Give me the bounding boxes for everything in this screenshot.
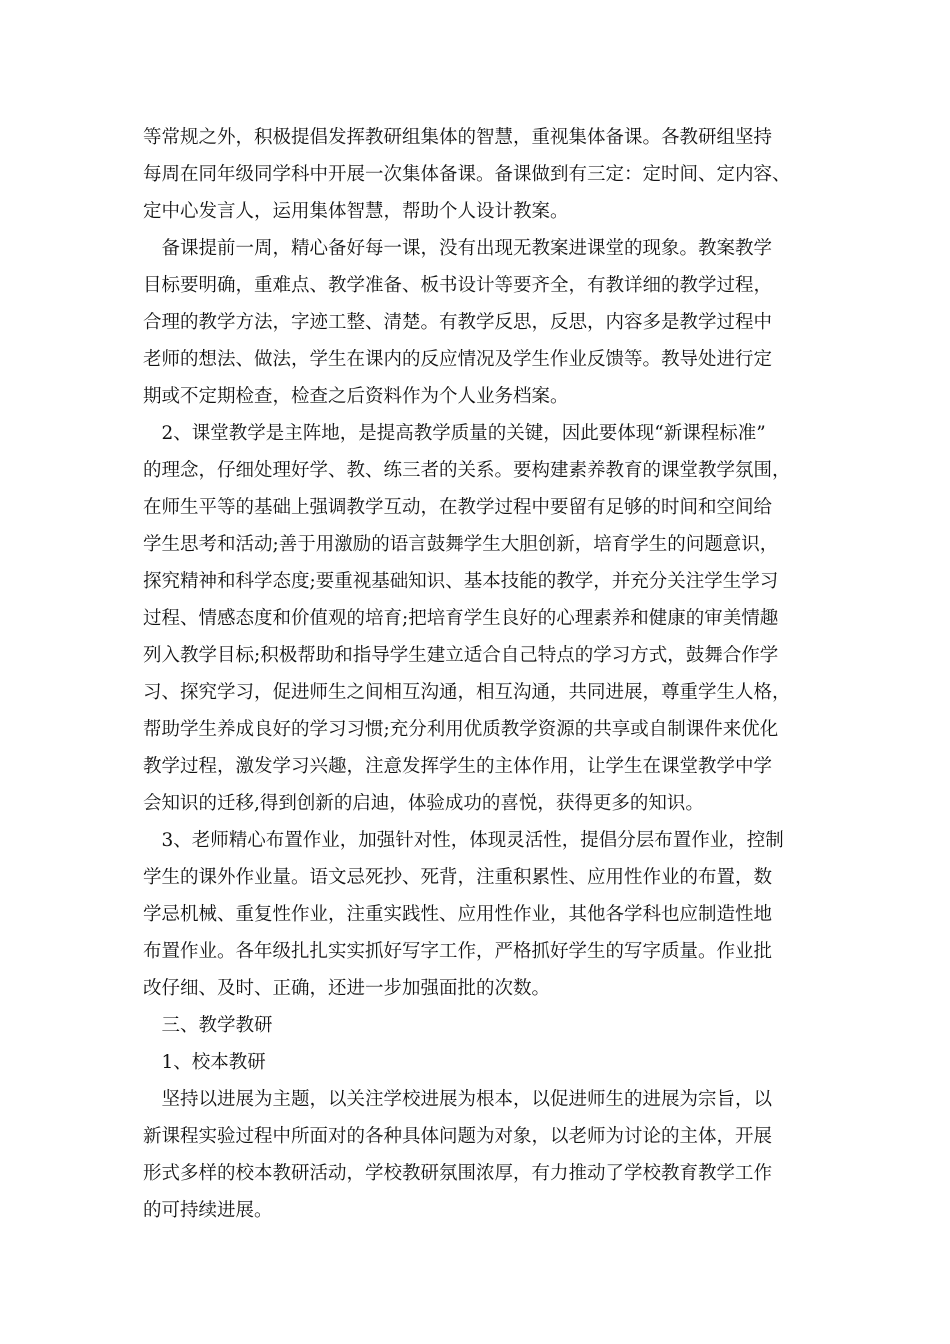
text-line: 定中心发言人，运用集体智慧，帮助个人设计教案。: [143, 201, 569, 222]
text-line: 形式多样的校本教研活动，学校教研氛围浓厚，有力推动了学校教育教学工作: [143, 1163, 773, 1184]
text-line: 列入教学目标;积极帮助和指导学生建立适合自己特点的学习方式，鼓舞合作学: [143, 645, 779, 666]
text-line: 学生的课外作业量。语文忌死抄、死背，注重积累性、应用性作业的布置，数: [143, 867, 773, 888]
text-line: 过程、情感态度和价值观的培育;把培育学生良好的心理素养和健康的审美情趣: [143, 608, 779, 629]
text-line: 三、教学教研: [143, 1015, 273, 1036]
text-line: 帮助学生养成良好的学习习惯;充分利用优质教学资源的共享或自制课件来优化: [143, 719, 779, 740]
text-line: 布置作业。各年级扎扎实实抓好写字工作，严格抓好学生的写字质量。作业批: [143, 941, 773, 962]
text-line: 在师生平等的基础上强调教学互动，在教学过程中要留有足够的时间和空间给: [143, 497, 773, 518]
text-line: 会知识的迁移,得到创新的启迪，体验成功的喜悦，获得更多的知识。: [143, 793, 704, 814]
text-line: 备课提前一周，精心备好每一课，没有出现无教案进课堂的现象。教案教学: [143, 238, 773, 259]
text-line: 每周在同年级同学科中开展一次集体备课。备课做到有三定：定时间、定内容、: [143, 164, 791, 185]
text-line: 改仔细、及时、正确，还进一步加强面批的次数。: [143, 978, 551, 999]
text-line: 探究精神和科学态度;要重视基础知识、基本技能的教学，并充分关注学生学习: [143, 571, 779, 592]
text-line: 新课程实验过程中所面对的各种具体问题为对象，以老师为讨论的主体，开展: [143, 1126, 773, 1147]
text-line: 1、校本教研: [143, 1052, 266, 1073]
text-line: 坚持以进展为主题，以关注学校进展为根本，以促进师生的进展为宗旨，以: [143, 1089, 773, 1110]
text-line: 合理的教学方法，字迹工整、清楚。有教学反思，反思，内容多是教学过程中: [143, 312, 773, 333]
text-line: 的可持续进展。: [143, 1200, 273, 1221]
text-line: 教学过程，激发学习兴趣，注意发挥学生的主体作用，让学生在课堂教学中学: [143, 756, 773, 777]
text-line: 习、探究学习，促进师生之间相互沟通，相互沟通，共同进展，尊重学生人格，: [143, 682, 791, 703]
text-line: 2、课堂教学是主阵地，是提高教学质量的关键，因此要体现“新课程标准”: [143, 423, 766, 444]
text-line: 3、老师精心布置作业，加强针对性，体现灵活性，提倡分层布置作业，控制: [143, 830, 784, 851]
text-line: 的理念，仔细处理好学、教、练三者的关系。要构建素养教育的课堂教学氛围，: [143, 460, 791, 481]
text-line: 学忌机械、重复性作业，注重实践性、应用性作业，其他各学科也应制造性地: [143, 904, 773, 925]
text-line: 老师的想法、做法，学生在课内的反应情况及学生作业反馈等。教导处进行定: [143, 349, 773, 370]
text-line: 学生思考和活动;善于用激励的语言鼓舞学生大胆创新，培育学生的问题意识，: [143, 534, 779, 555]
text-line: 等常规之外，积极提倡发挥教研组集体的智慧，重视集体备课。各教研组坚持: [143, 127, 773, 148]
text-line: 目标要明确，重难点、教学准备、板书设计等要齐全，有教详细的教学过程，: [143, 275, 773, 296]
text-line: 期或不定期检查，检查之后资料作为个人业务档案。: [143, 386, 569, 407]
